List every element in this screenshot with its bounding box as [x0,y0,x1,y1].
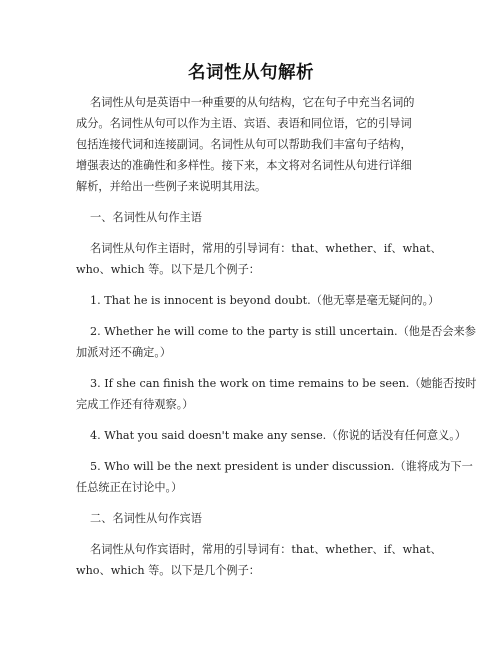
example-line: 4. What you said doesn't make any sense.（你说的话没有任何意义。） [90,429,467,442]
section-paragraph-line: 名词性从句作宾语时，常用的引导词有：that、whether、if、what、 [90,543,442,556]
section-heading: 二、名词性从句作宾语 [90,512,202,525]
example-line: 1. That he is innocent is beyond doubt.（他无辜是毫无疑问的。） [90,294,440,307]
example-line-cont: 加派对还不确定。） [76,346,172,359]
section-paragraph-line: 名词性从句作主语时，常用的引导词有：that、whether、if、what、 [90,242,442,255]
section-paragraph-line: who、which 等。以下是几个例子： [76,263,260,276]
intro-line: 名词性从句是英语中一种重要的从句结构，它在句子中充当名词的 [90,96,415,109]
intro-line: 增强表达的准确性和多样性。接下来，本文将对名词性从句进行详细 [76,159,412,172]
intro-line: 成分。名词性从句可以作为主语、宾语、表语和同位语，它的引导词 [76,117,412,130]
example-line: 5. Who will be the next president is under discussion.（谁将成为下一 [90,460,473,473]
page-title: 名词性从句解析 [188,63,314,83]
example-line: 3. If she can finish the work on time remains to be seen.（她能否按时 [90,377,477,390]
example-line-cont: 完成工作还有待观察。） [76,398,194,411]
section-paragraph-line: who、which 等。以下是几个例子： [76,564,260,577]
example-line: 2. Whether he will come to the party is still uncertain.（他是否会来参 [90,325,476,338]
section-heading: 一、名词性从句作主语 [90,211,202,224]
intro-line: 解析，并给出一些例子来说明其用法。 [76,180,267,193]
intro-line: 包括连接代词和连接副词。名词性从句可以帮助我们丰富句子结构， [76,138,412,151]
example-line-cont: 任总统正在讨论中。） [76,481,183,494]
